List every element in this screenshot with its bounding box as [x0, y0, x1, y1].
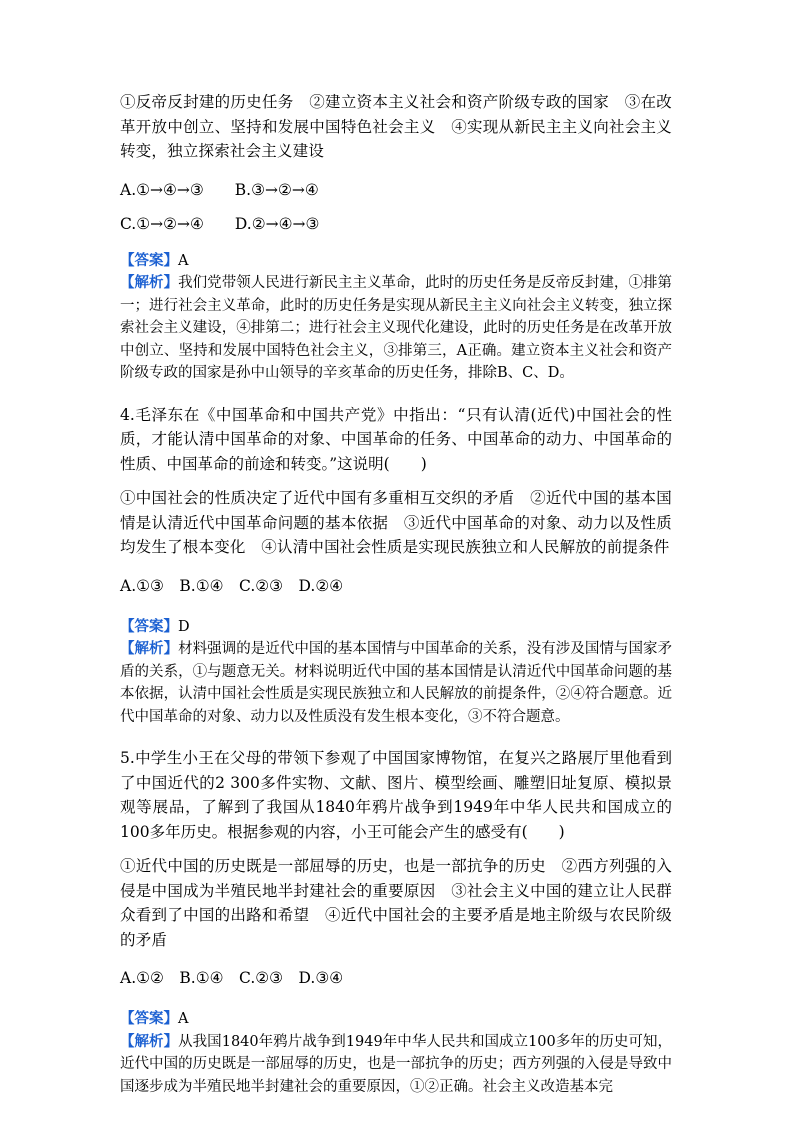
q5-answer — [120, 1008, 672, 1031]
q5-question: 5.中学生小王在父母的带领下参观了中国国家博物馆，在复兴之路展厅里他看到了中国近代的2 300多件实物、文献、图片、模型绘画、雕塑旧址复原、模拟景观等展品，了解到了我国从1840年鸦片战争到1949年中华人民共和国成立的100多年历史。根据参观的内容，小王可能会产生的感受有( ) — [120, 749, 672, 841]
analysis-tag: 【解析】 — [120, 274, 179, 291]
analysis-text: 我们党带领人民进行新民主主义革命，此时的历史任务是反帝反封建，①排第一；进行社会主义革命，此时的历史任务是实现从新民主主义向社会主义转变，独立探索社会主义建设，④排第二；进行社会主义现代化建设，此时的历史任务是在改革开放中创立、坚持和发展中国特色社会主义，③排第三，A正确。建立资本主义社会和资产阶级专政的国家是孙中山领导的辛亥革命的历史任务，排除B、C、D。 — [120, 275, 672, 381]
q5-options: A.①② B.①④ C.②③ D.③④ — [120, 969, 344, 987]
q3-statement: ①反帝反封建的历史任务 ②建立资本主义社会和资产阶级专政的国家 ③在改革开放中创立、坚持和发展中国特色社会主义 ④实现从新民主主义向社会主义转变，独立探索社会主义建设 — [120, 93, 672, 160]
q5-analysis — [120, 1031, 672, 1099]
q5-statement: ①近代中国的历史既是一部屈辱的历史，也是一部抗争的历史 ②西方列强的入侵是中国成为半殖民地半封建社会的重要原因 ③社会主义中国的建立让人民群众看到了中国的出路和希望 ④近代中国社会的主要矛盾是地主阶级与农民阶级的矛盾 — [120, 857, 672, 949]
answer-tag: 【答案】 — [120, 1010, 178, 1027]
answer-value: A — [178, 252, 189, 269]
q4-answer — [120, 616, 672, 639]
document-page — [120, 90, 672, 1098]
q4-question: 4.毛泽东在《中国革命和中国共产党》中指出：“只有认清(近代)中国社会的性质，才能认清中国革命的对象、中国革命的任务、中国革命的动力、中国革命的性质、中国革命的前途和转变。”这说明( ) — [120, 405, 672, 473]
q3-analysis — [120, 272, 672, 385]
q4-statement: ①中国社会的性质决定了近代中国有多重相互交织的矛盾 ②近代中国的基本国情是认清近代中国革命问题的基本依据 ③近代中国革命的对象、动力以及性质均发生了根本变化 ④认清中国社会性质是实现民族独立和人民解放的前提条件 — [120, 489, 672, 556]
q3-options-row2: C.①→②→④ D.②→④→③ — [120, 214, 320, 233]
q3-answer — [120, 250, 672, 273]
q3-options-row1: A.①→④→③ B.③→②→④ — [120, 180, 319, 199]
answer-tag: 【答案】 — [120, 251, 178, 269]
q4-options: A.①③ B.①④ C.②③ D.②④ — [120, 576, 344, 595]
answer-tag: 【答案】 — [120, 617, 178, 635]
q4-analysis — [120, 638, 672, 728]
analysis-tag: 【解析】 — [120, 1032, 179, 1050]
analysis-text: 材料强调的是近代中国的基本国情与中国革命的关系，没有涉及国情与国家矛盾的关系，①与题意无关。材料说明近代中国的基本国情是认清近代中国革命问题的基本依据，认清中国社会性质是实现民族独立和人民解放的前提条件，②④符合题意。近代中国革命的对象、动力以及性质没有发生根本变化，③不符合题意。 — [120, 641, 672, 725]
answer-value: A — [178, 1011, 189, 1027]
analysis-text: 从我国1840年鸦片战争到1949年中华人民共和国成立100多年的历史可知，近代中国的历史既是一部屈辱的历史，也是一部抗争的历史；西方列强的入侵是导致中国逐步成为半殖民地半封建社会的重要原因，①②正确。社会主义改造基本完 — [120, 1033, 672, 1095]
answer-value: D — [178, 618, 190, 635]
analysis-tag: 【解析】 — [120, 640, 179, 657]
